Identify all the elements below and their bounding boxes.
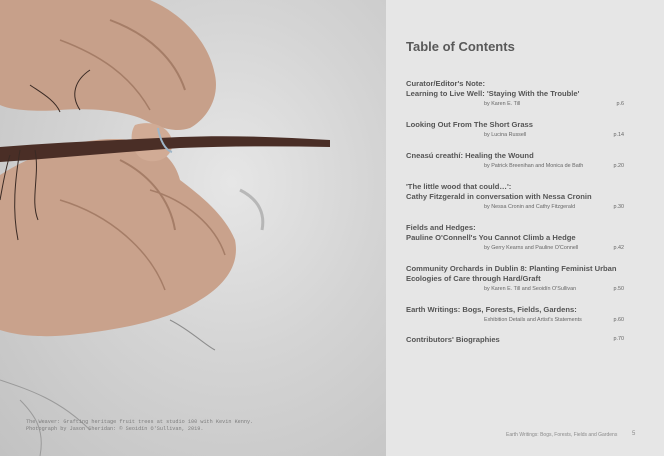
toc-entry[interactable] (406, 305, 628, 326)
entry-authors: by Karen E. Till and Seoidín O'Sullivan (484, 286, 577, 292)
entry-title: Ecologies of Care through Hard/Graft (406, 274, 541, 283)
toc-entry[interactable] (406, 264, 628, 295)
entry-authors: by Patrick Breenihan and Monica de Bath (484, 163, 584, 169)
entry-page: p.42 (613, 245, 624, 251)
toc-entry[interactable] (406, 120, 628, 141)
caption-line: The Weaver: Grafting heritage fruit trees at studio 100 with Kevin Kenny. (26, 419, 254, 425)
entry-authors: by Karen E. Till (484, 101, 521, 107)
entry-page: p.70 (613, 336, 624, 342)
caption-line: Photograph by Jason Sheridan: © Seoidín O'Sullivan, 2019. (26, 426, 204, 432)
entry-authors: by Gerry Kearns and Pauline O'Connell (484, 245, 579, 251)
toc-entry[interactable] (406, 335, 628, 345)
entry-title: Learning to Live Well: 'Staying With the Trouble' (406, 89, 580, 98)
entry-title: Cneasú creathí: Healing the Wound (406, 151, 534, 160)
toc-entry[interactable] (406, 223, 628, 254)
entry-authors: by Nessa Cronin and Cathy Fitzgerald (484, 204, 576, 210)
page-number: 5 (632, 431, 636, 437)
entry-page: p.20 (613, 163, 624, 169)
entry-title: Cathy Fitzgerald in conversation with Nessa Cronin (406, 192, 592, 201)
entry-authors: Exhibition Details and Artist's Statements (484, 317, 582, 323)
entry-title: Contributors' Biographies (406, 335, 500, 344)
entry-page: p.30 (613, 204, 624, 210)
photo-caption (26, 419, 326, 433)
toc-entry[interactable] (406, 79, 628, 110)
entry-page: p.6 (616, 101, 624, 107)
toc-entry[interactable] (406, 182, 628, 213)
table-of-contents-page (386, 0, 664, 456)
entry-title: Pauline O'Connell's You Cannot Climb a Hedge (406, 233, 576, 242)
entry-title: Earth Writings: Bogs, Forests, Fields, Gardens: (406, 305, 577, 314)
toc-entry[interactable] (406, 151, 628, 172)
entry-page: p.50 (613, 286, 624, 292)
entry-title: Community Orchards in Dublin 8: Planting Feminist Urban (406, 264, 617, 273)
entry-authors: by Lucina Russell (484, 132, 527, 138)
entry-title: 'The little wood that could…': (406, 182, 512, 191)
page-title: Table of Contents (406, 39, 515, 54)
running-title: Earth Writings: Bogs, Forests, Fields and Gardens (506, 432, 618, 438)
entry-title: Looking Out From The Short Grass (406, 120, 533, 129)
entry-title: Fields and Hedges: (406, 223, 476, 232)
entry-page: p.60 (613, 317, 624, 323)
entry-title: Curator/Editor's Note: (406, 79, 486, 88)
entry-page: p.14 (613, 132, 624, 138)
